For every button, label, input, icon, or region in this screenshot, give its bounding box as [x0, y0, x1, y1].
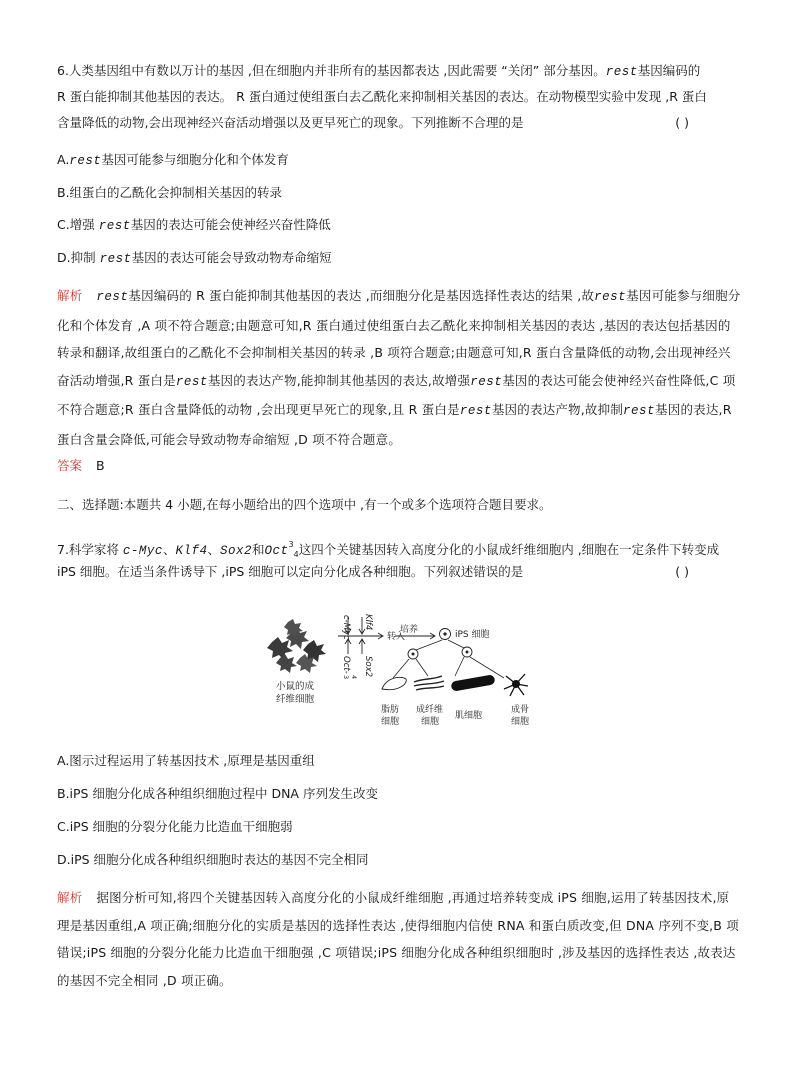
gene-rest: rest	[623, 404, 656, 418]
gene-rest: rest	[470, 374, 503, 389]
analysis-text: 基因编码的 R 蛋白能抑制其他基因的表达 ,而细胞分化是基因选择性表达的结果 ,故	[128, 288, 595, 303]
label-frac-top: 3	[342, 675, 350, 680]
gene-oct: Oct	[264, 544, 289, 558]
fibroblast-fiber-icon	[414, 676, 444, 690]
nucleus-icon	[443, 632, 446, 635]
q7-option-c: C.iPS 细胞的分裂分化能力比造血干细胞弱	[57, 819, 293, 834]
gene-rest: rest	[99, 252, 132, 266]
q6-answer	[57, 457, 747, 475]
gene-rest: rest	[459, 404, 492, 418]
label-gene-oct: Oct-	[341, 656, 351, 674]
analysis-text: 基因的表达产物,能抑制其他基因的表达,故增强	[207, 372, 471, 388]
section-2-heading: 二、选择题:本题共 4 小题,在每小题给出的四个选项中 ,有一个或多个选项符合题目要求。	[57, 497, 552, 512]
option-text: C.增强	[57, 217, 99, 232]
conjunction: 和	[252, 542, 265, 557]
q7-analysis	[57, 884, 741, 994]
label-gene-sox2: Sox2	[363, 656, 373, 678]
label-transfer: 转入	[387, 632, 406, 642]
label-culture: 培养	[400, 625, 419, 635]
q6-option-d	[57, 249, 747, 268]
label-fat-1: 脂肪	[381, 705, 400, 715]
answer-label: 答案	[57, 458, 83, 473]
separator: 、	[207, 542, 220, 557]
label-fib-1: 成纤维	[416, 705, 444, 715]
analysis-text: 据图分析可知,将四个关键基因转入高度分化的小鼠成纤维细胞 ,再通过培养转变成 iPS 细胞,运用了转基因技术,原理是基因重组,A 项正确;细胞分化的实质是基因的选择性表达 ,使得细胞内信使 RNA 和蛋白质改变,但 DNA 序列不变,B 项错误;iPS 细胞的分裂分化能力比造血干细胞强 ,C 项错误;iPS 细胞分化成各种组织细胞时 ,涉及基因的选择性表达 ,故表达的基因不完全相同 ,D 项正确。	[57, 890, 739, 988]
label-gene-klf4: Klf4	[363, 614, 373, 631]
q7-stem-text: 7.科学家将	[57, 542, 119, 557]
q6-stem-text: 含量降低的动物,会出现神经兴奋活动增强以及更早死亡的现象。下列推断不合理的是	[57, 115, 524, 130]
label-bone-1: 成骨	[511, 705, 530, 715]
q6-stem-text: 6.人类基因组中有数以万计的基因 ,但在细胞内并非所有的基因都表达 ,因此需要 “关闭” 部分基因。	[57, 63, 606, 78]
gene-cmyc: c-Myc	[122, 544, 163, 558]
label-frac-bottom: 4	[350, 675, 358, 680]
analysis-label: 解析	[57, 890, 83, 905]
option-text: 基因的表达可能会导致动物寿命缩短	[131, 250, 332, 265]
ips-diagram-svg	[258, 612, 558, 737]
gene-rest: rest	[594, 290, 627, 304]
label-ips: iPS 细胞	[455, 630, 490, 640]
q7-option-b: B.iPS 细胞分化成各种组织细胞过程中 DNA 序列发生改变	[57, 786, 378, 801]
label-gene-cmyc: c-Myc	[341, 615, 351, 640]
gene-sox2: Sox2	[219, 544, 252, 558]
gene-rest: rest	[98, 219, 131, 233]
nucleus-icon	[466, 651, 469, 654]
q7-stem-text: iPS 细胞。在适当条件诱导下 ,iPS 细胞可以定向分化成各种细胞。下列叙述错误的是	[57, 564, 524, 579]
separator: 、	[162, 542, 176, 557]
label-mouse-fibroblast-1: 小鼠的成	[276, 681, 315, 692]
q6-stem-line-3	[57, 114, 747, 132]
muscle-cell-icon	[450, 674, 495, 691]
q6-stem-text: 基因编码的	[637, 63, 701, 78]
gene-rest: rest	[96, 290, 129, 304]
arrow-line	[416, 659, 428, 676]
osteoblast-cell-icon	[504, 674, 528, 696]
gene-rest: rest	[605, 65, 638, 79]
arrow-line	[393, 659, 409, 678]
option-text: D.抑制	[57, 250, 100, 265]
q6-stem-line-1	[57, 62, 747, 81]
label-fib-2: 细胞	[421, 717, 440, 727]
label-muscle: 肌细胞	[455, 711, 483, 721]
analysis-text: 基因可能参与细胞分化和个体发育 ,A 项不符合题意;由题意可知,R 蛋白通过使组蛋白去乙酰化来抑制相关基因的表达 ,基因的表达包括基因的转录和翻译,故组蛋白的乙酰化不会抑制相关基因的转录 ,B 项符合题意;由题意可知,R 蛋白含量降低的动物,会出现神经兴奋活动增强,R 蛋白是	[57, 288, 741, 388]
analysis-text: 基因的表达产物,故抑制	[491, 402, 624, 417]
ips-diagram	[258, 612, 558, 737]
q6-option-b: B.组蛋白的乙酰化会抑制相关基因的转录	[57, 185, 283, 200]
nucleus-icon	[412, 653, 415, 656]
arrow-line	[416, 640, 442, 650]
option-text: 基因可能参与细胞分化和个体发育	[101, 152, 289, 167]
fibroblast-cells-icon	[267, 619, 326, 673]
gene-rest: rest	[175, 374, 208, 389]
option-text: 基因的表达可能会使神经兴奋性降低	[130, 217, 331, 232]
q6-stem-line-2: R 蛋白能抑制其他基因的表达。 R 蛋白通过使组蛋白去乙酰化来抑制相关基因的表达。在动物模型实验中发现 ,R 蛋白	[57, 89, 707, 104]
q7-stem-line-2	[57, 563, 747, 581]
label-bone-2: 细胞	[511, 717, 530, 727]
arrow-line	[470, 657, 504, 678]
label-fat-2: 细胞	[381, 717, 400, 727]
gene-oct-sub: 4	[293, 550, 299, 559]
label-mouse-fibroblast-2: 纤维细胞	[276, 694, 315, 705]
q6-option-c	[57, 216, 747, 235]
answer-blank: ( )	[675, 564, 689, 579]
fat-cell-icon	[382, 677, 406, 689]
q6-analysis	[57, 282, 741, 453]
q6-option-a	[57, 151, 747, 170]
arrow-line	[455, 657, 464, 676]
answer-blank: ( )	[675, 115, 689, 130]
answer-value: B	[96, 458, 105, 473]
gene-oct-sup: 3	[288, 540, 294, 549]
q7-stem-line-1	[57, 536, 747, 564]
arrow-line	[448, 640, 464, 648]
analysis-text: 基因的表达,R 蛋白含量会降低,可能会导致动物寿命缩短 ,D 项不符合题意。	[57, 402, 732, 447]
option-letter: A.	[57, 152, 70, 167]
analysis-label: 解析	[57, 288, 83, 303]
gene-klf4: Klf4	[175, 544, 208, 558]
q7-option-a: A.图示过程运用了转基因技术 ,原理是基因重组	[57, 753, 315, 768]
q7-stem-text: 这四个关键基因转入高度分化的小鼠成纤维细胞内 ,细胞在一定条件下转变成	[298, 542, 720, 557]
analysis-text: 基因的表达可能会使神经兴奋性降低,C 项不符合题意;R 蛋白含量降低的动物 ,会出现更早死亡的现象,且 R 蛋白是	[57, 372, 736, 417]
gene-rest: rest	[69, 154, 102, 168]
q7-option-d: D.iPS 细胞分化成各种组织细胞时表达的基因不完全相同	[57, 852, 369, 867]
